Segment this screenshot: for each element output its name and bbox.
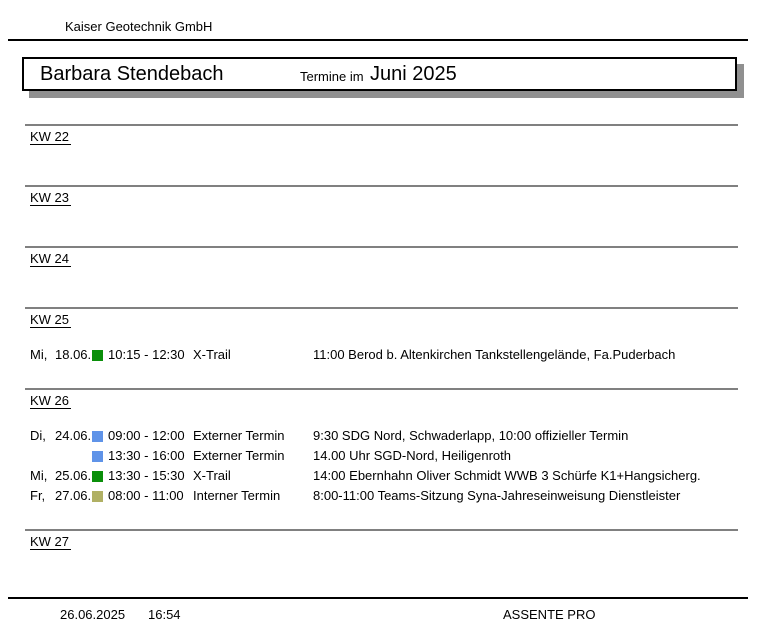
appointments-area bbox=[25, 410, 738, 529]
app-name: ASSENTE PRO bbox=[503, 607, 596, 622]
week-section bbox=[25, 246, 738, 307]
category-color-icon bbox=[92, 471, 103, 482]
print-time: 16:54 bbox=[148, 607, 181, 622]
date-label: 18.06. bbox=[55, 347, 92, 362]
appointments-area bbox=[25, 551, 738, 590]
company-name: Kaiser Geotechnik GmbH bbox=[65, 19, 213, 34]
appointment-type: X-Trail bbox=[193, 347, 231, 362]
appointments-area bbox=[25, 207, 738, 246]
time-range: 09:00 - 12:00 bbox=[108, 428, 185, 443]
appointments-area bbox=[25, 268, 738, 307]
appointment-row bbox=[25, 488, 738, 508]
category-color-icon bbox=[92, 350, 103, 361]
date-label: 27.06. bbox=[55, 488, 92, 503]
time-range: 10:15 - 12:30 bbox=[108, 347, 185, 362]
time-range: 13:30 - 15:30 bbox=[108, 468, 185, 483]
day-label: Fr, bbox=[30, 488, 46, 503]
appointment-row bbox=[25, 347, 738, 367]
time-range: 08:00 - 11:00 bbox=[108, 488, 184, 503]
person-name: Barbara Stendebach bbox=[40, 63, 224, 85]
appointment-type: Externer Termin bbox=[193, 428, 285, 443]
week-label: KW 23 bbox=[30, 190, 70, 205]
header-rule bbox=[8, 39, 748, 41]
appointment-row bbox=[25, 448, 738, 468]
week-section bbox=[25, 185, 738, 246]
week-section bbox=[25, 124, 738, 185]
appointment-row bbox=[25, 428, 738, 448]
calendar-weeks bbox=[25, 124, 738, 590]
appointment-description: 14.00 Uhr SGD-Nord, Heiligenroth bbox=[313, 448, 511, 463]
appointment-type: Interner Termin bbox=[193, 488, 281, 503]
print-date: 26.06.2025 bbox=[60, 607, 126, 622]
category-color-icon bbox=[92, 491, 103, 502]
appointment-row bbox=[25, 468, 738, 488]
week-section bbox=[25, 388, 738, 529]
category-color-icon bbox=[92, 431, 103, 442]
month-title: Juni 2025 bbox=[370, 63, 457, 85]
week-section bbox=[25, 307, 738, 388]
appointments-area bbox=[25, 329, 738, 388]
appointment-description: 11:00 Berod b. Altenkirchen Tankstellengelände, Fa.Puderbach bbox=[313, 347, 676, 362]
day-label: Mi, bbox=[30, 468, 48, 483]
title-prefix: Termine im bbox=[300, 69, 364, 84]
week-section bbox=[25, 529, 738, 590]
appointments-area bbox=[25, 146, 738, 185]
day-label: Di, bbox=[30, 428, 46, 443]
appointment-type: Externer Termin bbox=[193, 448, 285, 463]
category-color-icon bbox=[92, 451, 103, 462]
appointment-description: 8:00-11:00 Teams-Sitzung Syna-Jahreseinweisung Dienstleister bbox=[313, 488, 681, 503]
week-label: KW 24 bbox=[30, 251, 70, 266]
week-label: KW 22 bbox=[30, 129, 70, 144]
appointment-type: X-Trail bbox=[193, 468, 231, 483]
footer-rule bbox=[8, 597, 748, 599]
date-label: 25.06. bbox=[55, 468, 92, 483]
appointment-description: 14:00 Ebernhahn Oliver Schmidt WWB 3 Schürfe K1+Hangsicherg. bbox=[313, 468, 701, 483]
day-label: Mi, bbox=[30, 347, 48, 362]
title-box bbox=[22, 57, 737, 91]
date-label: 24.06. bbox=[55, 428, 92, 443]
appointment-description: 9:30 SDG Nord, Schwaderlapp, 10:00 offizieller Termin bbox=[313, 428, 629, 443]
week-label: KW 25 bbox=[30, 312, 70, 327]
week-label: KW 27 bbox=[30, 534, 70, 549]
week-label: KW 26 bbox=[30, 393, 70, 408]
time-range: 13:30 - 16:00 bbox=[108, 448, 185, 463]
